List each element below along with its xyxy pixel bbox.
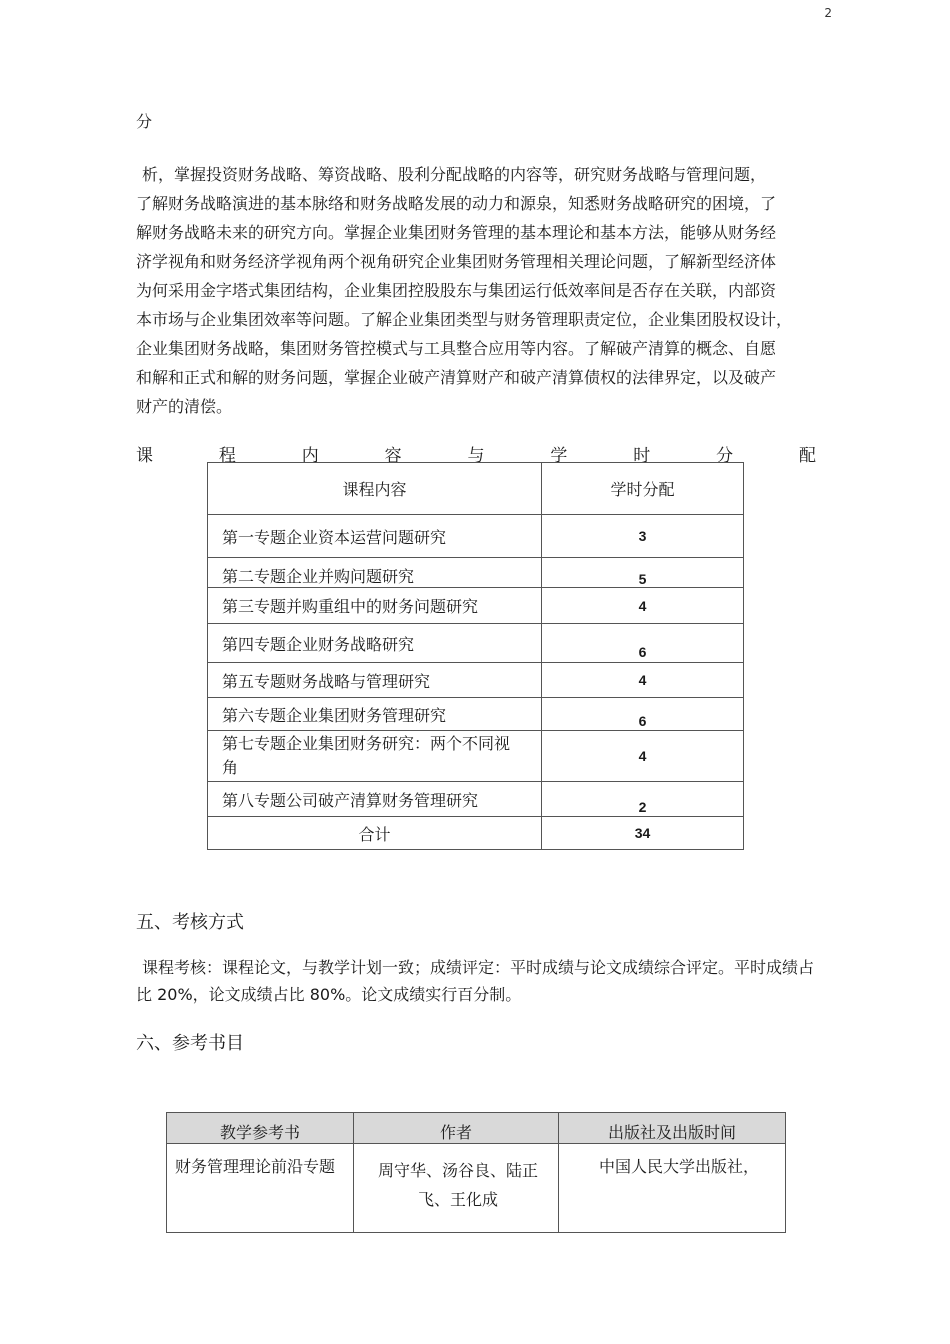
paragraph-line: 和解和正式和解的财务问题，掌握企业破产清算财产和破产清算债权的法律界定，以及破产 [136,368,777,387]
topic-cell: 第五专题财务战略与管理研究 [208,663,542,698]
hours-cell: 4 [542,731,744,782]
table-row [167,1144,786,1233]
header-hours: 学时分配 [542,463,744,515]
title-char: 课 [136,446,153,466]
authors-cell: 周守华、汤谷良、陆正飞、王化成 [354,1144,559,1233]
header-book: 教学参考书 [167,1113,354,1144]
paragraph-line: 企业集团财务战略，集团财务管控模式与工具整合应用等内容。了解破产清算的概念、自愿 [136,339,777,358]
assessment-text: 课程考核：课程论文，与教学计划一致；成绩评定：平时成绩与论文成绩综合评定。平时成绩占比 20%，论文成绩占比 80%。论文成绩实行百分制。 [136,958,815,1004]
table-row [208,515,744,558]
total-label: 合计 [208,817,542,850]
topic-cell: 第一专题企业资本运营问题研究 [208,515,542,558]
header-course-content: 课程内容 [208,463,542,515]
paragraph-line: 析，掌握投资财务战略、筹资战略、股利分配战略的内容等，研究财务战略与管理问题， [142,165,767,184]
paragraph-line: 解财务战略未来的研究方向。掌握企业集团财务管理的基本理论和基本方法，能够从财务经 [136,223,777,242]
table-row [208,558,744,588]
table-header-row [208,463,744,515]
table-row [208,782,744,817]
header-publisher: 出版社及出版时间 [559,1113,786,1144]
course-hours-table [207,462,744,850]
table-row [208,731,744,782]
page-number: 2 [824,6,832,20]
hours-cell: 2 [542,782,744,817]
title-char: 时 [633,446,651,466]
title-char: 程 [218,446,236,466]
publisher-cell: 中国人民大学出版社， [559,1144,786,1233]
title-char: 容 [384,446,402,466]
topic-cell: 第二专题企业并购问题研究 [208,558,542,588]
title-char: 配 [799,446,816,466]
total-value: 34 [542,817,744,850]
paragraph-line: 财产的清偿。 [136,397,233,416]
reference-books-table [166,1112,786,1233]
hours-cell: 5 [542,558,744,588]
table-row [208,588,744,624]
title-char: 学 [550,446,568,466]
topic-cell: 第七专题企业集团财务研究：两个不同视角 [208,731,542,782]
paragraph-line: 为何采用金字塔式集团结构，企业集团控股股东与集团运行低效率间是否存在关联，内部资 [136,281,777,300]
hours-cell: 6 [542,698,744,731]
topic-cell: 第八专题公司破产清算财务管理研究 [208,782,542,817]
header-author: 作者 [354,1113,559,1144]
table-header-row [167,1113,786,1144]
table-row [208,663,744,698]
book-cell: 财务管理理论前沿专题 [167,1144,354,1233]
title-char: 内 [301,446,319,466]
topic-cell: 第四专题企业财务战略研究 [208,624,542,663]
hours-cell: 4 [542,663,744,698]
references-heading: 六、参考书目 [136,1033,244,1054]
title-char: 与 [467,446,485,466]
hours-cell: 6 [542,624,744,663]
topic-cell: 第三专题并购重组中的财务问题研究 [208,588,542,624]
title-char: 分 [716,446,734,466]
intro-paragraph [136,160,826,421]
intro-char: 分 [136,112,153,131]
hours-cell: 3 [542,515,744,558]
paragraph-line: 了解财务战略演进的基本脉络和财务战略发展的动力和源泉，知悉财务战略研究的困境，了 [136,194,777,213]
table-row [208,624,744,663]
paragraph-line: 本市场与企业集团效率等问题。了解企业集团类型与财务管理职责定位，企业集团股权设计， [136,310,793,329]
hours-cell: 4 [542,588,744,624]
table-row [208,698,744,731]
topic-cell: 第六专题企业集团财务管理研究 [208,698,542,731]
assessment-heading: 五、考核方式 [136,912,244,933]
table-total-row [208,817,744,850]
paragraph-line: 济学视角和财务经济学视角两个视角研究企业集团财务管理相关理论问题，了解新型经济体 [136,252,777,271]
